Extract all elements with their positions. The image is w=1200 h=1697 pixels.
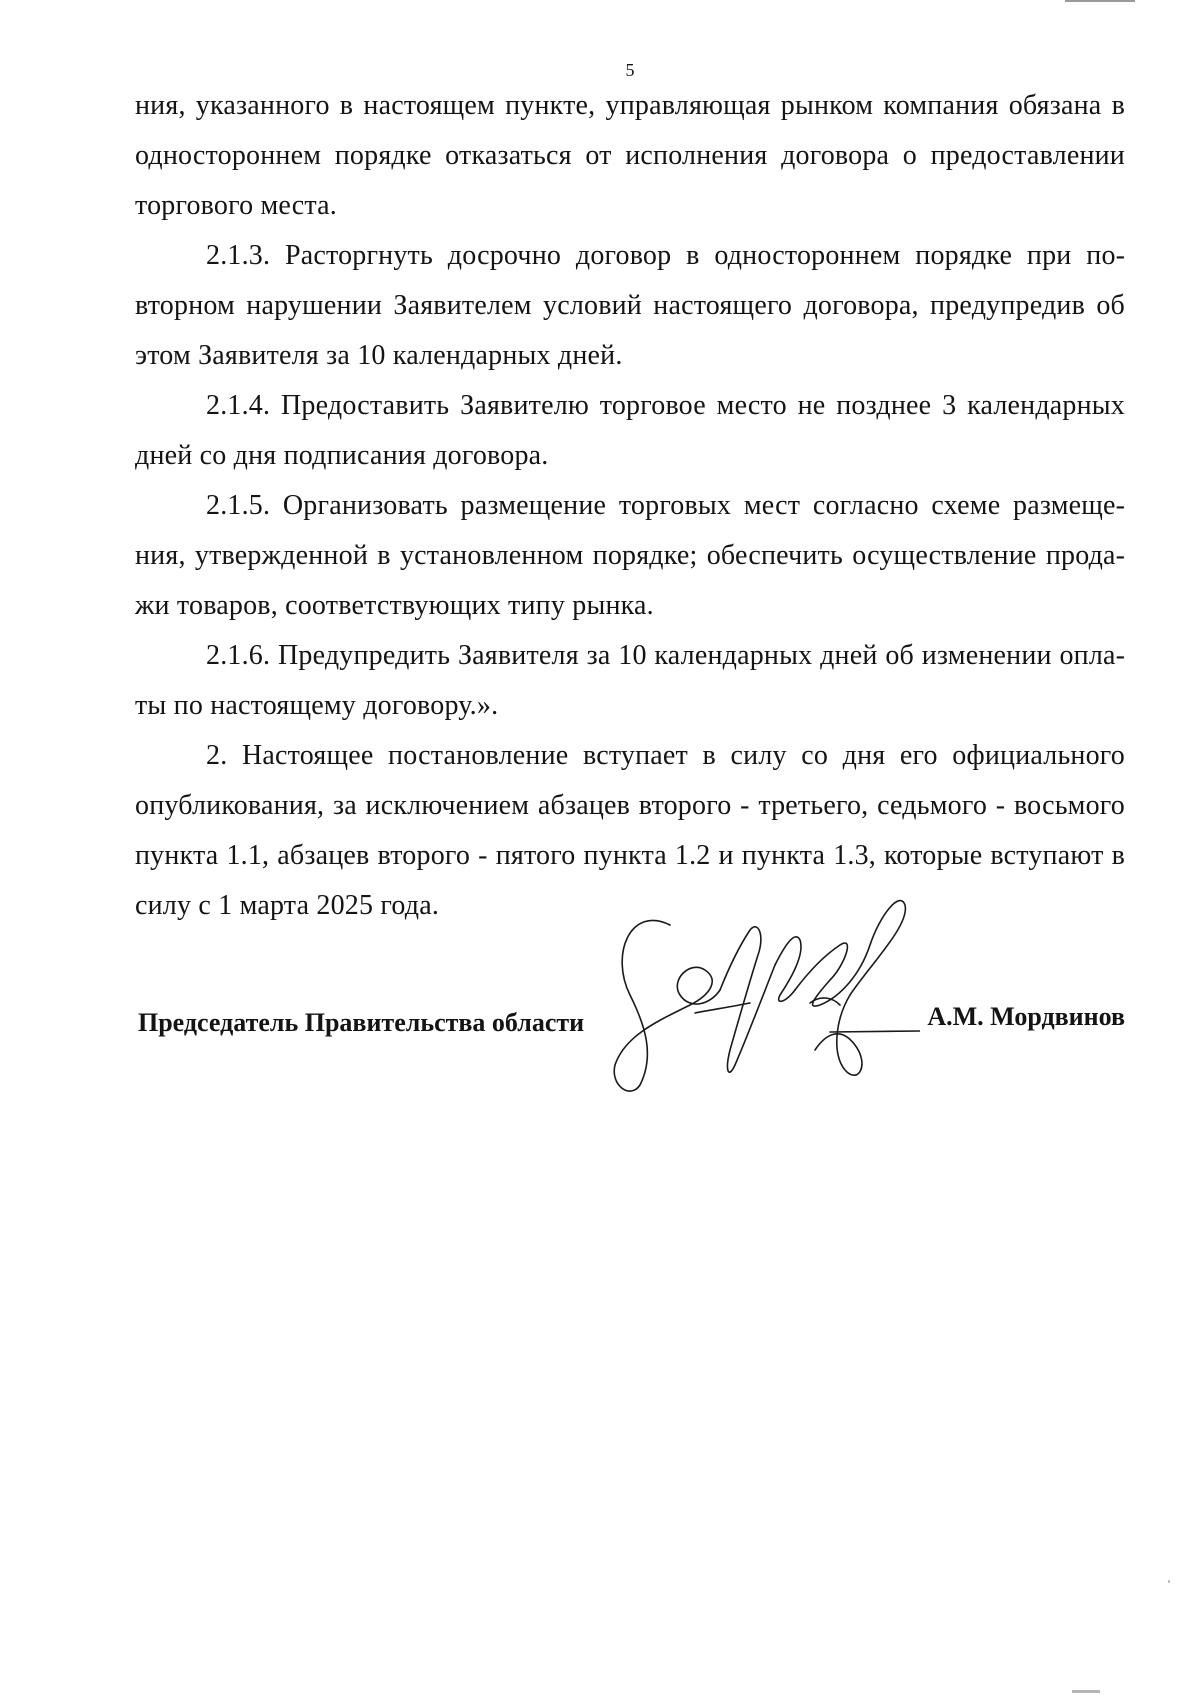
paragraph-2-1-3: 2.1.3. Расторгнуть досрочно договор в одностороннем порядке при повторном нарушении Заявителем условий настоящего договора, предупредив об этом Заявителя за 10 календарных дней. xyxy=(135,240,1125,371)
paragraph-continuation: ния, указанного в настоящем пункте, управляющая рынком компания обязана в одностороннем порядке отказаться от исполнения договора о предоставлении торгового места. xyxy=(135,90,1125,221)
paragraph-effective-date: 2. Настоящее постановление вступает в силу со дня его официального опубликования, за исключением абзацев второго - третьего, седьмого - восьмого пункта 1.1, абзацев второго - пятого пункта 1.2 и пункта 1.3, которые вступают в силу с 1 марта 2025 года. xyxy=(135,740,1125,921)
signatory-name: А.М. Мордвинов xyxy=(927,1002,1125,1031)
paragraph-2-1-4: 2.1.4. Предоставить Заявителю торговое место не позднее 3 календарных дней со дня подписания договора. xyxy=(135,390,1125,471)
handwritten-signature xyxy=(600,885,920,1105)
signatory-title: Председатель Правительства области xyxy=(138,1008,585,1037)
scan-artifact xyxy=(1168,1580,1170,1583)
paragraph-2-1-5: 2.1.5. Организовать размещение торговых мест согласно схеме размещения, утвержденной в установленном порядке; обеспечить осуществление продажи товаров, соответствующих типу рынка. xyxy=(135,490,1125,621)
scan-artifact xyxy=(1065,0,1135,2)
scan-artifact xyxy=(1072,1690,1100,1693)
document-body xyxy=(135,81,1125,931)
paragraph-2-1-6: 2.1.6. Предупредить Заявителя за 10 календарных дней об изменении оплаты по настоящему договору.». xyxy=(135,640,1125,721)
page-number: 5 xyxy=(625,60,635,80)
